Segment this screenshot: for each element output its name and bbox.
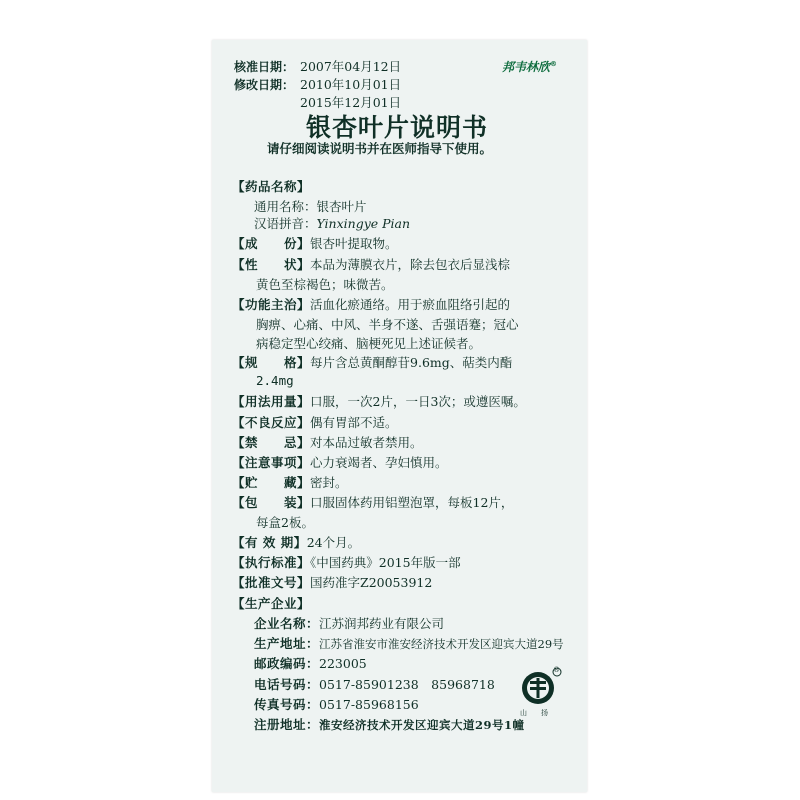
logo-text: 山 扬 [520, 709, 548, 717]
modify-date-1: 2010年10月01日 [300, 77, 402, 92]
contraindication-row: 【禁 忌】对本品过敏者禁用。 [232, 435, 423, 450]
page-title: 银杏叶片说明书 [306, 113, 489, 142]
registered-address-row: 注册地址：淮安经济技术开发区迎宾大道29号1幢 [254, 717, 525, 732]
manufacturer-heading: 【生产企业】 [232, 596, 311, 611]
ingredients-row: 【成 份】银杏叶提取物。 [232, 236, 398, 251]
drug-name-heading: 【药品名称】 [232, 179, 311, 194]
approve-date: 2007年04月12日 [300, 59, 402, 74]
indication-row: 【功能主治】活血化瘀通络。用于瘀血阻络引起的 [232, 297, 511, 312]
caution-row: 【注意事项】心力衰竭者、孕妇慎用。 [232, 455, 448, 470]
indication-row-2: 胸痹、心痛、中风、半身不遂、舌强语蹇；冠心 [256, 317, 519, 332]
generic-name-row: 通用名称：银杏叶片 [254, 199, 367, 214]
storage-row: 【贮 藏】密封。 [232, 475, 348, 490]
spec-row: 【规 格】每片含总黄酮醇苷9.6mg、萜类内酯 [232, 355, 513, 370]
standard-row: 【执行标准】《中国药典》2015年版一部 [232, 555, 461, 570]
dosage-row: 【用法用量】口服，一次2片，一日3次；或遵医嘱。 [232, 394, 526, 409]
postcode-row: 邮政编码：223005 [254, 656, 367, 671]
company-logo-icon [518, 666, 562, 724]
address-row: 生产地址：江苏省淮安市淮安经济技术开发区迎宾大道29号 [254, 636, 564, 651]
company-row: 企业名称：江苏润邦药业有限公司 [254, 616, 445, 631]
subtitle: 请仔细阅读说明书并在医师指导下使用。 [267, 141, 493, 156]
pinyin-row: 汉语拼音：Yinxingye Pian [254, 216, 411, 231]
appearance-row-2: 黄色至棕褐色；味微苦。 [256, 277, 394, 292]
modify-date-2: 2015年12月01日 [300, 95, 402, 110]
appearance-row: 【性 状】本品为薄膜衣片，除去包衣后显浅棕 [232, 257, 511, 272]
logo-trademark: ® [553, 666, 560, 674]
indication-row-3: 病稳定型心绞痛、脑梗死见上述证候者。 [256, 336, 482, 351]
package-row-2: 每盒2板。 [256, 515, 314, 530]
approval-number-row: 【批准文号】国药准字Z20053912 [232, 575, 433, 590]
brand-name: 邦韦林欣® [502, 60, 558, 74]
spec-row-2: 2.4mg [256, 373, 294, 388]
approve-date-label: 核准日期： [234, 60, 295, 74]
modify-date-label: 修改日期： [234, 78, 295, 92]
package-row: 【包 装】口服固体药用铝塑泡罩，每板12片， [232, 495, 514, 510]
phone-row: 电话号码：0517-85901238 85968718 [254, 677, 495, 692]
fax-row: 传真号码：0517-85968156 [254, 697, 419, 712]
validity-row: 【有 效 期】24个月。 [232, 535, 361, 550]
adverse-row: 【不良反应】偶有胃部不适。 [232, 415, 398, 430]
